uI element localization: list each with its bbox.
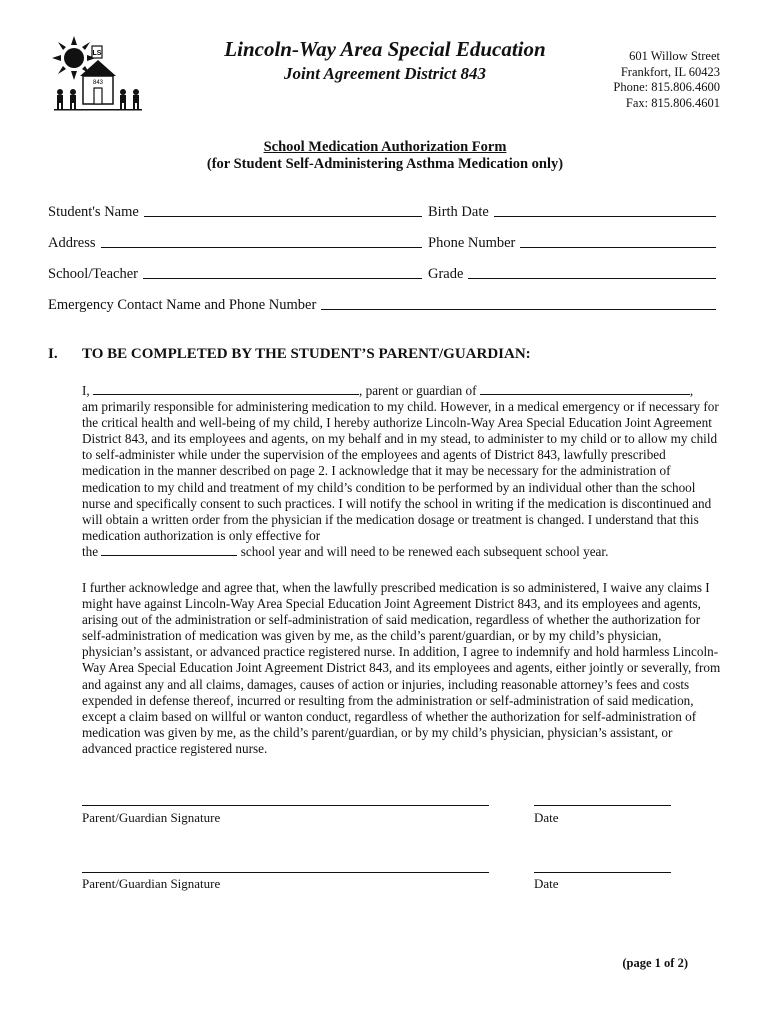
emergency-contact-line[interactable]: [321, 308, 716, 310]
birth-date-line[interactable]: [494, 215, 716, 217]
form-subtitle: (for Student Self-Administering Asthma Medication only): [206, 156, 564, 172]
student-name-line[interactable]: [144, 215, 422, 217]
child-name-blank[interactable]: [480, 384, 690, 395]
logo-sublabel: 843: [92, 80, 104, 86]
address-block: [613, 49, 720, 111]
grade-label: Grade: [428, 266, 464, 282]
page-number: (page 1 of 2): [622, 956, 688, 970]
phone-number-label: Phone Number: [428, 235, 516, 251]
para-intro: I,: [82, 383, 90, 398]
date-label-1: Date: [534, 810, 559, 825]
address-label: Address: [48, 235, 96, 251]
school-teacher-label: School/Teacher: [48, 266, 138, 282]
signature-line-2[interactable]: [82, 872, 489, 873]
birth-date-label: Birth Date: [428, 204, 489, 220]
form-title: School Medication Authorization Form: [263, 139, 507, 155]
authorization-paragraph: [82, 383, 722, 560]
signature-label-1: Parent/Guardian Signature: [82, 810, 221, 825]
student-name-field[interactable]: [48, 204, 422, 221]
section-number: I.: [48, 346, 58, 362]
logo-label: LS: [92, 50, 102, 57]
phone-number-field[interactable]: [428, 235, 716, 252]
school-year-blank[interactable]: [101, 545, 237, 556]
address-phone: Phone: 815.806.4600: [613, 80, 720, 94]
date-line-1[interactable]: [534, 805, 671, 806]
para-end: ,: [689, 383, 694, 398]
grade-line[interactable]: [468, 277, 716, 279]
address-line[interactable]: [101, 246, 422, 248]
emergency-contact-field[interactable]: [48, 297, 716, 314]
waiver-paragraph: I further acknowledge and agree that, when the lawfully prescribed medication is so administered, I waive any claims I might have against Lincoln-Way Area Special Education Joint Agreement District 843, and its employees and agents, arising out of the administration or self-administration of said medication, regardless of whether the authorization for self-administration of medication was given by me, as the child’s parent/guardian, or by my child’s physician, physician’s assistant, or advanced practice registered nurse. In addition, I agree to indemnify and hold harmless Lincoln-Way Area Special Education Joint Agreement District 843, and its employees and agents, either jointly or severally, from and against any and all claims, damages, causes of action or injuries, including reasonable attorney’s fees and costs expended in defense thereof, incurred or resulting from the administration or self-administration of said medication, except a claim based on willful or wanton conduct, regardless of whether the authorization for self-administration of medication was given by me, as the child’s parent/guardian, or by my child’s physician, physician’s assistant, or advanced practice registered nurse.: [82, 580, 721, 756]
school-teacher-line[interactable]: [143, 277, 422, 279]
address-city: Frankfort, IL 60423: [620, 64, 720, 79]
signature-line-1[interactable]: [82, 805, 489, 806]
birth-date-field[interactable]: [428, 204, 716, 221]
org-name: Lincoln-Way Area Special Education: [224, 37, 546, 61]
para-the: the: [82, 543, 99, 559]
address-field[interactable]: [48, 235, 422, 252]
emergency-contact-label: Emergency Contact Name and Phone Number: [48, 297, 317, 313]
school-teacher-field[interactable]: [48, 266, 422, 283]
district-logo: [52, 36, 144, 114]
para-body: am primarily responsible for administering medication to my child. However, in a medical emergency or if necessary for the critical health and well-being of my child, I hereby authorize Lincoln-Way Area Special Education Joint Agreement District 843, and its employees and agents, on my behalf and in my stead, to administer to my child or to allow my child to self-administer while under the supervision of the employees and agents of District 843, lawfully prescribed medication in the manner described on page 2. I acknowledge that it may be necessary for the administration of medication to my child and treatment of my child’s condition to be performed by an individual other than the school nurse and specifically consent to such practices. I will notify the school in writing if the medication is discontinued and will obtain a written order from the physician if the medication dosage or treatment is changed. I understand that this medication authorization is only effective for: [82, 399, 719, 543]
parent-name-blank[interactable]: [93, 384, 359, 395]
para-tail: school year and will need to be renewed each subsequent school year.: [240, 543, 609, 559]
schoolhouse-icon: [80, 46, 116, 104]
date-line-2[interactable]: [534, 872, 671, 873]
grade-field[interactable]: [428, 266, 716, 283]
address-fax: Fax: 815.806.4601: [625, 95, 720, 110]
address-street: 601 Willow Street: [629, 49, 720, 63]
date-label-2: Date: [534, 876, 559, 891]
student-name-label: Student's Name: [48, 204, 139, 220]
para-mid: , parent or guardian of: [359, 383, 477, 398]
section-title: TO BE COMPLETED BY THE STUDENT’S PARENT/GUARDIAN:: [82, 346, 531, 362]
org-district: Joint Agreement District 843: [284, 64, 486, 83]
signature-label-2: Parent/Guardian Signature: [82, 876, 221, 891]
phone-number-line[interactable]: [520, 246, 716, 248]
